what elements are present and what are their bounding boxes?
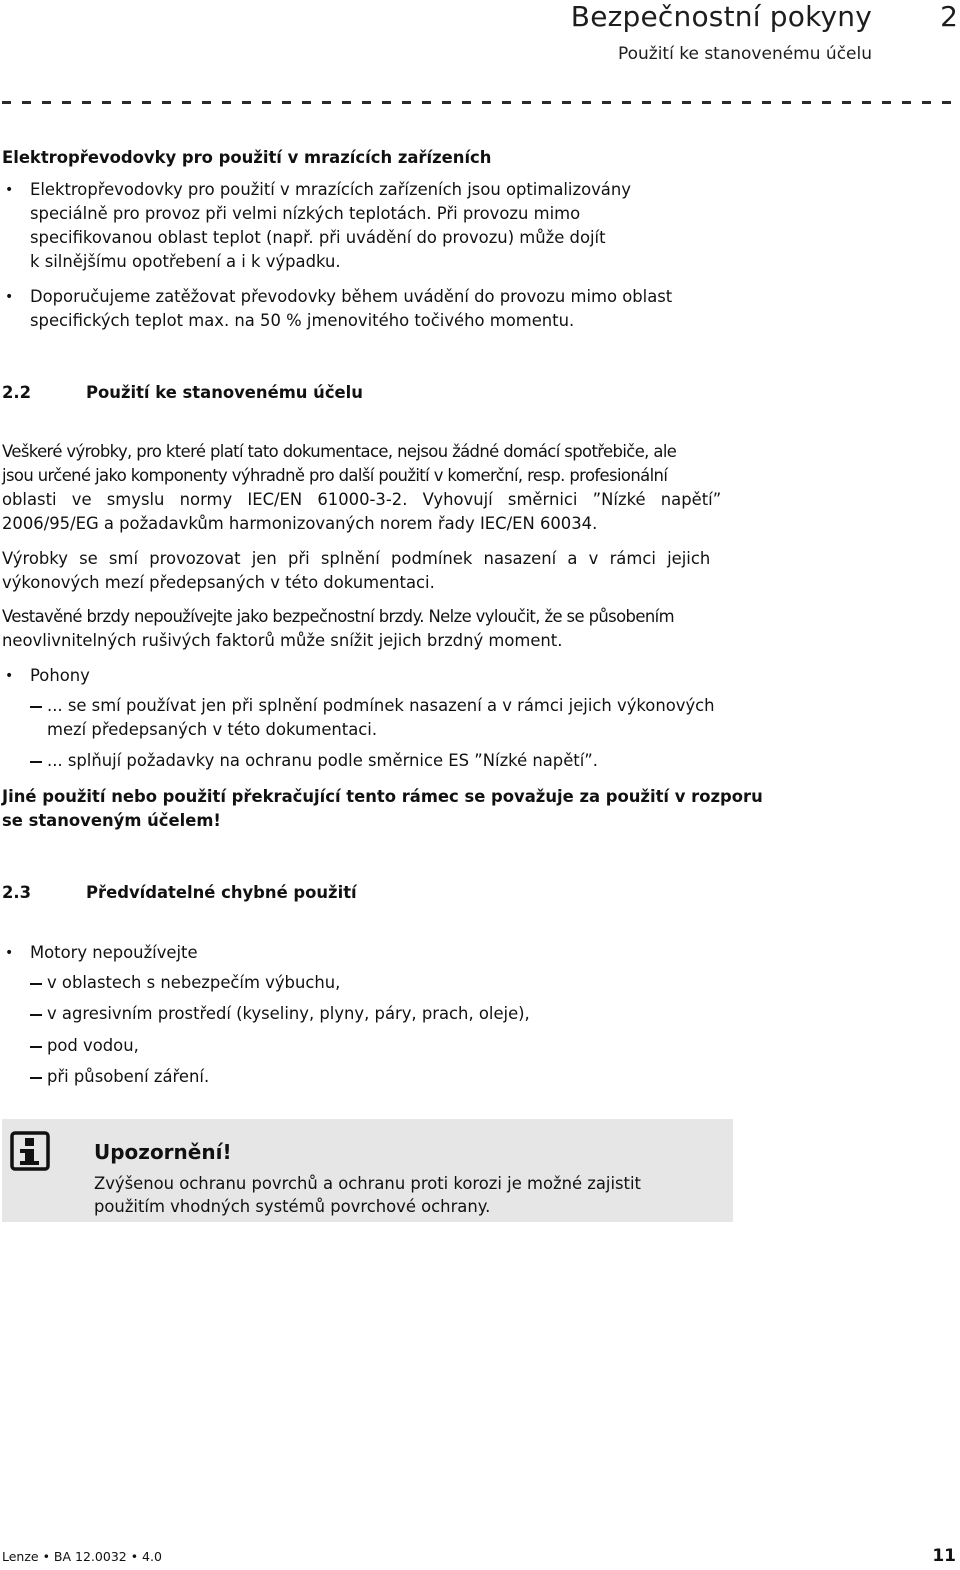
dash-mark bbox=[30, 761, 42, 763]
section-2-3-number: 2.3 bbox=[2, 883, 32, 902]
freezing-item-1-line-4: k silnějšímu opotřebení a i k výpadku. bbox=[30, 252, 341, 271]
dash-mark bbox=[30, 1014, 42, 1016]
chapter-title: Bezpečnostní pokyny bbox=[570, 0, 872, 33]
intended-use-para-1-line-3: oblasti ve smyslu normy IEC/EN 61000-3-2. Vyhovují směrnici ”Nízké napětí” bbox=[2, 490, 722, 509]
freezing-item-1-line-1: Elektropřevodovky pro použití v mrazících zařízeních jsou optimalizovány bbox=[30, 180, 631, 199]
intended-use-para-1-line-1: Veškeré výrobky, pro které platí tato dokumentace, nejsou žádné domácí spotřebiče, ale bbox=[2, 442, 677, 461]
drives-condition-1-line-2: mezí předepsaných v této dokumentaci. bbox=[47, 720, 378, 739]
freezing-heading: Elektropřevodovky pro použití v mrazících zařízeních bbox=[2, 148, 492, 167]
drives-label: Pohony bbox=[30, 666, 90, 685]
info-icon bbox=[10, 1131, 50, 1171]
bullet-mark: • bbox=[5, 182, 14, 198]
drives-condition-2: ... splňují požadavky na ochranu podle směrnice ES ”Nízké napětí”. bbox=[47, 751, 598, 770]
page-number: 11 bbox=[932, 1546, 956, 1566]
intended-use-para-2-line-1: Výrobky se smí provozovat jen při splnění podmínek nasazení a v rámci jejich bbox=[2, 549, 711, 568]
header-dashed-divider bbox=[2, 101, 958, 104]
condition-item: v agresivním prostředí (kyseliny, plyny, páry, prach, oleje), bbox=[47, 1004, 530, 1023]
bullet-mark: • bbox=[5, 945, 14, 961]
dash-mark bbox=[30, 1077, 42, 1079]
section-2-2-number: 2.2 bbox=[2, 383, 32, 402]
freezing-item-2-line-1: Doporučujeme zatěžovat převodovky během uvádění do provozu mimo oblast bbox=[30, 287, 673, 306]
chapter-subtitle: Použití ke stanovenému účelu bbox=[617, 44, 872, 64]
intended-use-para-3-line-1: Vestavěné brzdy nepoužívejte jako bezpečnostní brzdy. Nelze vyloučit, že se působením bbox=[2, 607, 674, 626]
misuse-warning-line-1: Jiné použití nebo použití překračující tento rámec se považuje za použití v rozporu bbox=[2, 787, 763, 806]
freezing-item-1-line-2: speciálně pro provoz při velmi nízkých teplotách. Při provozu mimo bbox=[30, 204, 581, 223]
misuse-warning-line-2: se stanoveným účelem! bbox=[2, 811, 221, 830]
bullet-mark: • bbox=[5, 289, 14, 305]
dash-mark bbox=[30, 706, 42, 708]
note-title: Upozornění! bbox=[94, 1140, 232, 1164]
drives-condition-1-line-1: ... se smí používat jen při splnění podmínek nasazení a v rámci jejich výkonových bbox=[47, 696, 715, 715]
freezing-item-2-line-2: specifických teplot max. na 50 % jmenovitého točivého momentu. bbox=[30, 311, 575, 330]
dash-mark bbox=[30, 1046, 42, 1048]
condition-item: pod vodou, bbox=[47, 1036, 139, 1055]
bullet-mark: • bbox=[5, 668, 14, 684]
intended-use-para-2-line-2: výkonových mezí předepsaných v této dokumentaci. bbox=[2, 573, 435, 592]
note-line-1: Zvýšenou ochranu povrchů a ochranu proti korozi je možné zajistit bbox=[94, 1174, 641, 1193]
footer-doc-reference: Lenze • BA 12.0032 • 4.0 bbox=[2, 1549, 162, 1564]
intended-use-para-3-line-2: neovlivnitelných rušivých faktorů může snížit jejich brzdný moment. bbox=[2, 631, 563, 650]
condition-item: při působení záření. bbox=[47, 1067, 210, 1086]
section-2-2-title: Použití ke stanovenému účelu bbox=[86, 383, 363, 402]
dash-mark bbox=[30, 983, 42, 985]
intended-use-para-1-line-2: jsou určené jako komponenty výhradně pro další použití v komerční, resp. profesionální bbox=[2, 466, 668, 485]
intended-use-para-1-line-4: 2006/95/EG a požadavkům harmonizovaných norem řady IEC/EN 60034. bbox=[2, 514, 598, 533]
motors-label: Motory nepoužívejte bbox=[30, 943, 198, 962]
chapter-number: 2 bbox=[940, 0, 958, 33]
freezing-item-1-line-3: specifikovanou oblast teplot (např. při uvádění do provozu) může dojít bbox=[30, 228, 606, 247]
condition-item: v oblastech s nebezpečím výbuchu, bbox=[47, 973, 341, 992]
section-2-3-title: Předvídatelné chybné použití bbox=[86, 883, 357, 902]
note-line-2: použitím vhodných systémů povrchové ochrany. bbox=[94, 1197, 491, 1216]
